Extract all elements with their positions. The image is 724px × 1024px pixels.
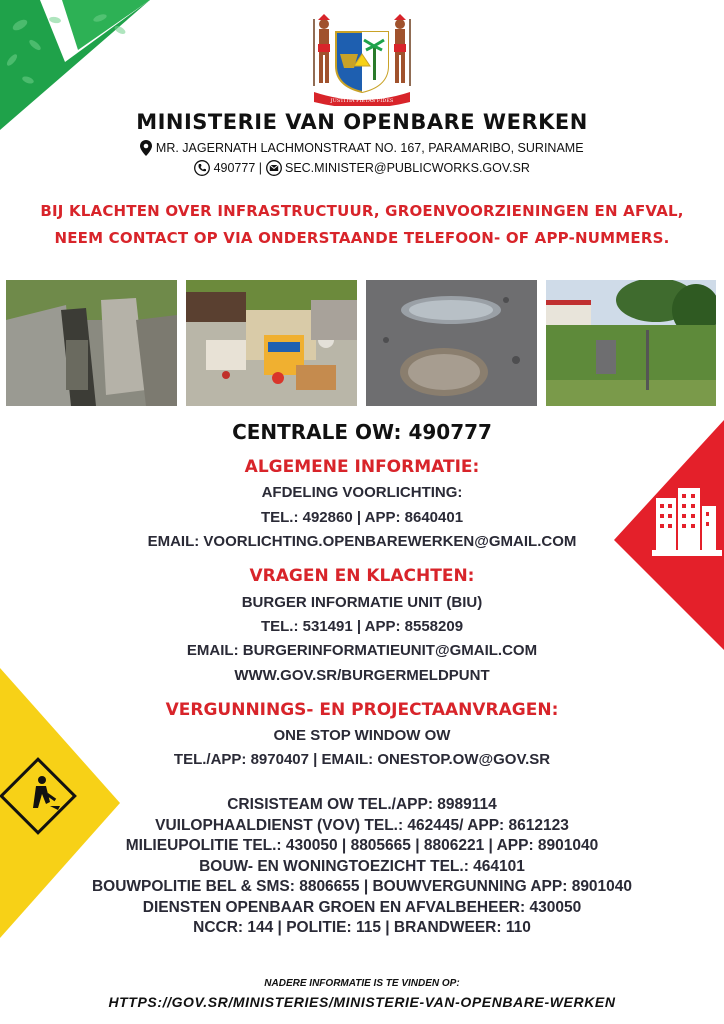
contact-item: CRISISTEAM OW TEL./APP: 8989114 bbox=[227, 796, 497, 813]
phone-number: 490777 bbox=[213, 161, 256, 175]
phone-icon bbox=[194, 160, 210, 176]
section-line: TEL.: 492860 | APP: 8640401 bbox=[260, 509, 464, 526]
address-line bbox=[0, 140, 724, 156]
location-pin-icon bbox=[140, 140, 152, 156]
footer-url-link[interactable]: HTTPS://GOV.SR/MINISTERIES/MINISTERIE-VAN-OPENBARE-WERKEN bbox=[108, 994, 616, 1010]
central-number: CENTRALE OW: 490777 bbox=[232, 420, 492, 444]
intro-line-2: NEEM CONTACT OP VIA ONDERSTAANDE TELEFOON- OF APP-NUMMERS. bbox=[54, 229, 670, 247]
email-link[interactable]: SEC.MINISTER@PUBLICWORKS.GOV.SR bbox=[284, 161, 530, 175]
coat-of-arms-emblem bbox=[310, 14, 414, 106]
address-text: MR. JAGERNATH LACHMONSTRAAT NO. 167, PARAMARIBO, SURINAME bbox=[155, 141, 584, 155]
page-title: MINISTERIE VAN OPENBARE WERKEN bbox=[136, 110, 588, 134]
intro-line-1: BIJ KLACHTEN OVER INFRASTRUCTUUR, GROENVOORZIENINGEN EN AFVAL, bbox=[40, 202, 684, 220]
contact-list bbox=[0, 795, 724, 939]
section-title-permits: VERGUNNINGS- EN PROJECTAANVRAGEN: bbox=[165, 700, 559, 720]
section-line: AFDELING VOORLICHTING: bbox=[261, 484, 463, 501]
photo-garbage bbox=[186, 280, 357, 406]
section-email[interactable]: EMAIL: VOORLICHTING.OPENBAREWERKEN@GMAIL.COM bbox=[147, 533, 577, 550]
section-line: BURGER INFORMATIE UNIT (BIU) bbox=[241, 594, 483, 611]
contact-item: MILIEUPOLITIE TEL.: 430050 | 8805665 | 8806221 | APP: 8901040 bbox=[125, 837, 599, 854]
contact-item: BOUWPOLITIE BEL & SMS: 8806655 | BOUWVERGUNNING APP: 8901040 bbox=[91, 878, 633, 895]
envelope-icon bbox=[266, 160, 282, 176]
contact-line bbox=[0, 160, 724, 176]
section-line: TEL.: 531491 | APP: 8558209 bbox=[260, 618, 464, 635]
photo-potholes bbox=[366, 280, 537, 406]
contact-item: NCCR: 144 | POLITIE: 115 | BRANDWEER: 110 bbox=[193, 919, 531, 936]
contact-item: VUILOPHAALDIENST (VOV) TEL.: 462445/ APP: 8612123 bbox=[155, 816, 569, 834]
section-email[interactable]: EMAIL: BURGERINFORMATIEUNIT@GMAIL.COM bbox=[186, 642, 538, 659]
section-line: ONE STOP WINDOW OW bbox=[273, 727, 451, 744]
section-title-questions: VRAGEN EN KLACHTEN: bbox=[249, 566, 475, 586]
footer-label: NADERE INFORMATIE IS TE VINDEN OP: bbox=[264, 978, 460, 989]
separator: | bbox=[258, 161, 263, 175]
section-link[interactable]: WWW.GOV.SR/BURGERMELDPUNT bbox=[234, 667, 490, 684]
photo-drainage bbox=[6, 280, 177, 406]
section-line: TEL./APP: 8970407 | EMAIL: ONESTOP.OW@GOV.SR bbox=[173, 751, 551, 768]
contact-item: BOUW- EN WONINGTOEZICHT TEL.: 464101 bbox=[199, 857, 525, 875]
contact-item: DIENSTEN OPENBAAR GROEN EN AFVALBEHEER: 430050 bbox=[142, 898, 582, 916]
photo-strip bbox=[6, 280, 716, 406]
section-title-general-info: ALGEMENE INFORMATIE: bbox=[244, 457, 480, 477]
photo-overgrown-lot bbox=[546, 280, 716, 406]
emblem-motto: JUSTITIA PIETAS FIDES bbox=[330, 98, 394, 104]
